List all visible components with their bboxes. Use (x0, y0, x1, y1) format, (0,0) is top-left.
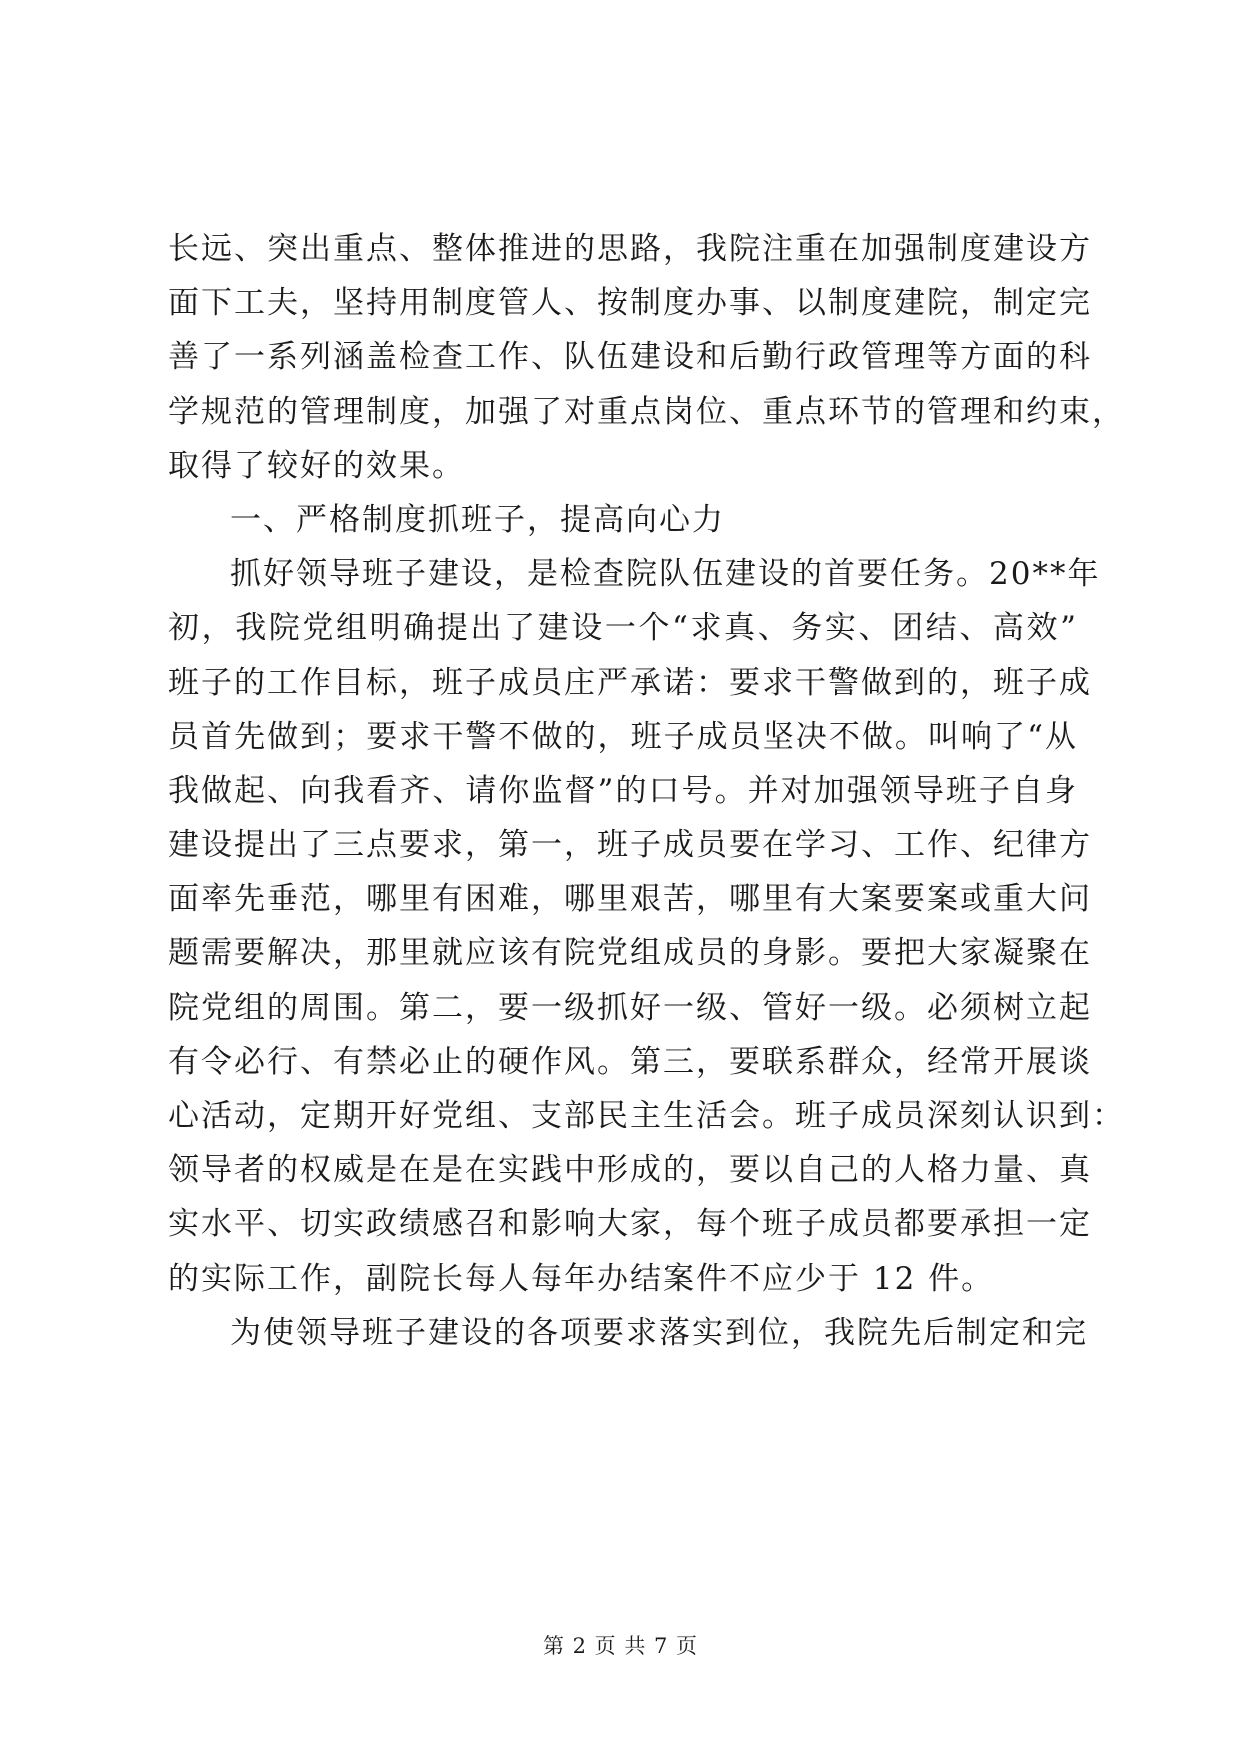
text-line: 学规范的管理制度，加强了对重点岗位、重点环节的管理和约束， (168, 393, 1125, 430)
text-line: 建设提出了三点要求，第一，班子成员要在学习、工作、纪律方 (168, 827, 1092, 864)
text-line: 实水平、切实政绩感召和影响大家，每个班子成员都要承担一定 (168, 1206, 1092, 1243)
text-line: 题需要解决，那里就应该有院党组成员的身影。要把大家凝聚在 (168, 935, 1092, 972)
text-line: 有令必行、有禁必止的硬作风。第三，要联系群众，经常开展谈 (168, 1043, 1092, 1080)
body-text (168, 222, 1125, 1360)
text-line: 班子的工作目标，班子成员庄严承诺：要求干警做到的，班子成 (168, 664, 1092, 701)
text-line: 院党组的周围。第二，要一级抓好一级、管好一级。必须树立起 (168, 989, 1092, 1026)
text-line: 心活动，定期开好党组、支部民主生活会。班子成员深刻认识到： (168, 1098, 1125, 1134)
text-line: 员首先做到；要求干警不做的，班子成员坚决不做。叫响了“从 (168, 718, 1078, 755)
text-line: 面下工夫，坚持用制度管人、按制度办事、以制度建院，制定完 (168, 285, 1092, 322)
text-line: 领导者的权威是在是在实践中形成的，要以自己的人格力量、真 (168, 1152, 1092, 1189)
page-footer: 第 2 页 共 7 页 (542, 1634, 699, 1658)
text-line: 取得了较好的效果。 (168, 447, 465, 484)
text-line: 面率先垂范，哪里有困难，哪里艰苦，哪里有大案要案或重大问 (168, 881, 1092, 918)
text-line: 长远、突出重点、整体推进的思路，我院注重在加强制度建设方 (168, 231, 1092, 267)
text-line: 善了一系列涵盖检查工作、队伍建设和后勤行政管理等方面的科 (168, 339, 1092, 376)
text-line: 为使领导班子建设的各项要求落实到位，我院先后制定和完 (230, 1314, 1088, 1351)
text-line: 的实际工作，副院长每人每年办结案件不应少于 12 件。 (168, 1260, 995, 1297)
text-line: 初，我院党组明确提出了建设一个“求真、务实、团结、高效” (168, 610, 1078, 647)
text-line: 我做起、向我看齐、请你监督”的口号。并对加强领导班子自身 (168, 772, 1078, 809)
text-line: 抓好领导班子建设，是检查院队伍建设的首要任务。20**年 (230, 556, 1101, 593)
section-heading: 一、严格制度抓班子，提高向心力 (230, 501, 725, 538)
